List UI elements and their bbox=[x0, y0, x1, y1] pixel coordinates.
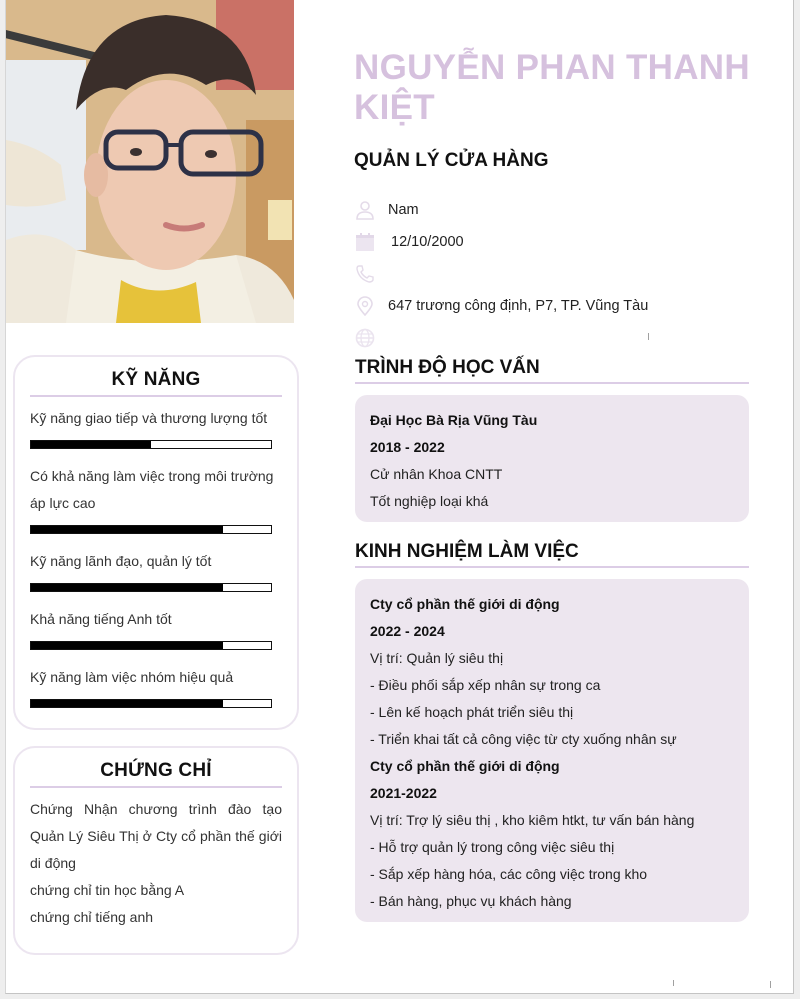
job-entry bbox=[370, 753, 734, 915]
page-mark bbox=[770, 981, 771, 988]
job-duty: - Lên kế hoạch phát triển siêu thị bbox=[370, 704, 574, 720]
job-duty: - Điều phối sắp xếp nhân sự trong ca bbox=[370, 677, 601, 693]
job-duty: - Hỗ trợ quản lý trong công việc siêu thị bbox=[370, 839, 615, 855]
skill-label: Khả năng tiếng Anh tốt bbox=[30, 611, 172, 627]
skill-bar-fill bbox=[31, 642, 223, 649]
education-title: TRÌNH ĐỘ HỌC VẤN bbox=[355, 357, 749, 384]
calendar-icon bbox=[354, 231, 376, 253]
skills-card bbox=[13, 355, 299, 730]
experience-title: KINH NGHIỆM LÀM VIỆC bbox=[355, 541, 749, 568]
address-value: 647 trương công định, P7, TP. Vũng Tàu bbox=[388, 298, 649, 314]
user-icon bbox=[354, 199, 376, 221]
skill-item bbox=[30, 548, 282, 592]
company-name: Cty cổ phần thế giới di động bbox=[370, 596, 560, 612]
skill-item bbox=[30, 463, 282, 534]
skill-bar bbox=[30, 440, 272, 449]
info-birthdate bbox=[354, 226, 754, 258]
skill-item bbox=[30, 606, 282, 650]
cv-page bbox=[5, 0, 794, 994]
skills-title: KỸ NĂNG bbox=[30, 369, 282, 397]
skill-bar-fill bbox=[31, 700, 223, 707]
grade: Tốt nghiệp loại khá bbox=[370, 493, 489, 509]
info-address bbox=[354, 290, 754, 322]
skill-bar bbox=[30, 525, 272, 534]
company-name: Cty cổ phần thế giới di động bbox=[370, 758, 560, 774]
education-box bbox=[355, 395, 749, 522]
page-mark bbox=[673, 980, 674, 986]
birthdate-value: 12/10/2000 bbox=[391, 234, 464, 250]
info-website bbox=[354, 322, 754, 354]
gender-value: Nam bbox=[388, 202, 419, 218]
experience-box bbox=[355, 579, 749, 922]
certificates-title: CHỨNG CHỈ bbox=[30, 760, 282, 788]
skill-label: Có khả năng làm việc trong môi trường áp lực cao bbox=[30, 468, 274, 511]
education-period: 2018 - 2022 bbox=[370, 439, 445, 455]
text-cursor-mark bbox=[648, 333, 649, 340]
phone-icon bbox=[354, 263, 376, 285]
degree: Cử nhân Khoa CNTT bbox=[370, 466, 503, 482]
school-name: Đại Học Bà Rịa Vũng Tàu bbox=[370, 412, 538, 428]
job-position: Vị trí: Trợ lý siêu thị , kho kiêm htkt, tư vấn bán hàng bbox=[370, 812, 695, 828]
location-icon bbox=[354, 295, 376, 317]
skill-bar bbox=[30, 583, 272, 592]
skill-item bbox=[30, 664, 282, 708]
profile-photo bbox=[6, 0, 294, 323]
job-duty: - Triển khai tất cả công việc từ cty xuống nhân sự bbox=[370, 731, 677, 747]
certificate-item: chứng chỉ tin học bằng A bbox=[30, 882, 185, 898]
info-phone bbox=[354, 258, 754, 290]
skill-bar-fill bbox=[31, 584, 223, 591]
job-duty: - Bán hàng, phục vụ khách hàng bbox=[370, 893, 572, 909]
info-gender bbox=[354, 194, 754, 226]
full-name: NGUYỄN PHAN THANH KIỆT bbox=[354, 48, 750, 127]
skill-label: Kỹ năng lãnh đạo, quản lý tốt bbox=[30, 553, 212, 569]
skill-label: Kỹ năng giao tiếp và thương lượng tốt bbox=[30, 410, 268, 426]
skill-label: Kỹ năng làm việc nhóm hiệu quả bbox=[30, 669, 234, 685]
skill-item bbox=[30, 405, 282, 449]
globe-icon bbox=[354, 327, 376, 349]
skill-bar-fill bbox=[31, 526, 223, 533]
job-period: 2021-2022 bbox=[370, 785, 437, 801]
contact-info bbox=[354, 194, 754, 354]
job-position: Vị trí: Quản lý siêu thị bbox=[370, 650, 504, 666]
certificate-item: chứng chỉ tiếng anh bbox=[30, 909, 154, 925]
job-period: 2022 - 2024 bbox=[370, 623, 445, 639]
job-entry bbox=[370, 591, 734, 753]
job-duty: - Sắp xếp hàng hóa, các công việc trong kho bbox=[370, 866, 648, 882]
skill-bar bbox=[30, 699, 272, 708]
certificate-item: Chứng Nhận chương trình đào tạo Quản Lý Siêu Thị ở Cty cổ phần thế giới di động bbox=[30, 801, 282, 871]
job-title: QUẢN LÝ CỬA HÀNG bbox=[354, 150, 549, 171]
certificates-card bbox=[13, 746, 299, 955]
skill-bar bbox=[30, 641, 272, 650]
skill-bar-fill bbox=[31, 441, 151, 448]
